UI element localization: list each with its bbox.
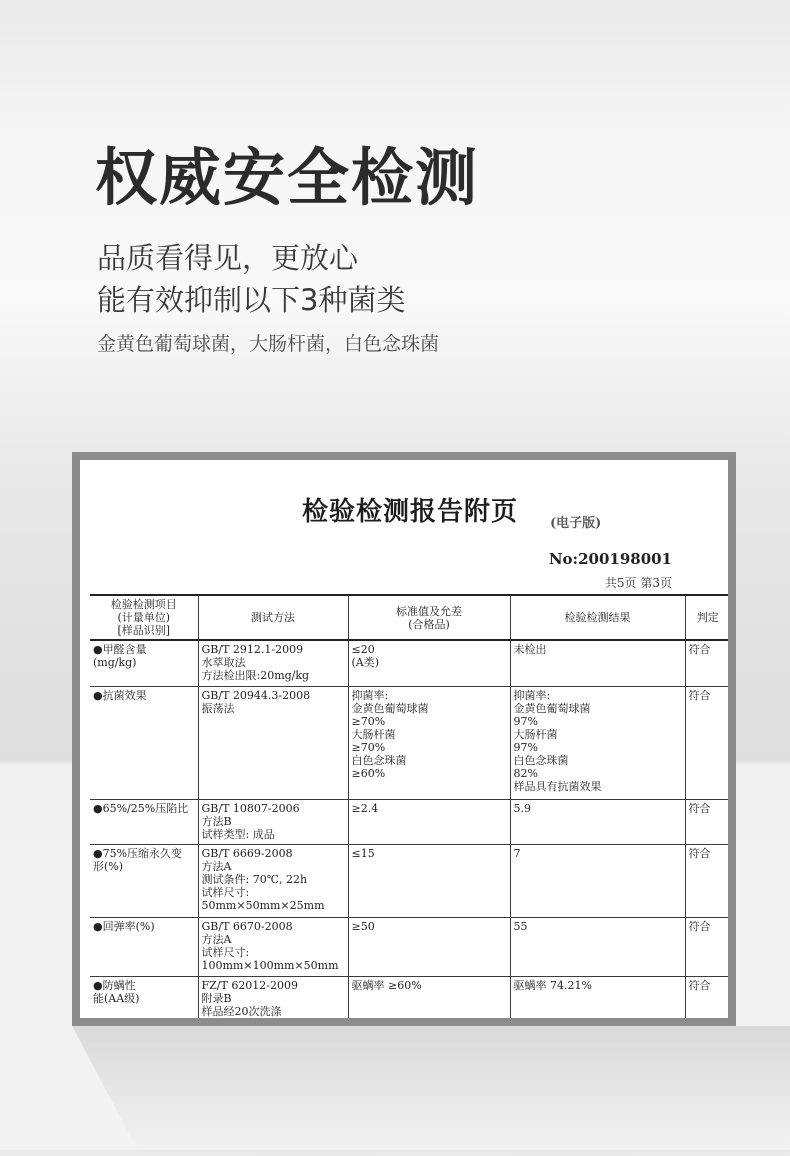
cell-item: ●抗菌效果 <box>90 686 198 799</box>
cell-standard: ≥50 <box>348 917 510 976</box>
document-shadow <box>72 1026 790 1156</box>
cell-standard: ≤15 <box>348 844 510 917</box>
cell-item: ●甲醛含量 (mg/kg) <box>90 640 198 686</box>
cell-verdict: 符合 <box>685 976 728 1018</box>
subheading-quality: 品质看得见，更放心 <box>97 241 359 275</box>
table-row <box>90 640 728 686</box>
report-table <box>90 594 728 1018</box>
cell-result: 55 <box>510 917 685 976</box>
cell-item: ●65%/25%压陷比 <box>90 799 198 844</box>
report-edition: (电子版) <box>550 516 602 531</box>
table-row <box>90 917 728 976</box>
cell-method: GB/T 6669-2008 方法A 测试条件: 70℃, 22h 试样尺寸: 50mm×50mm×25mm <box>198 844 348 917</box>
table-row <box>90 686 728 799</box>
report-title: 检验检测报告附页 <box>302 497 519 527</box>
cell-verdict: 符合 <box>685 844 728 917</box>
cell-result: 抑菌率: 金黄色葡萄球菌 97% 大肠杆菌 97% 白色念珠菌 82% 样品具有抗菌效果 <box>510 686 685 799</box>
cell-method: GB/T 20944.3-2008 振荡法 <box>198 686 348 799</box>
table-header-row <box>90 595 728 640</box>
header-verdict: 判定 <box>685 595 728 640</box>
report-number: No:200198001 <box>548 550 672 568</box>
cell-method: GB/T 10807-2006 方法B 试样类型: 成品 <box>198 799 348 844</box>
table-row <box>90 799 728 844</box>
cell-result: 7 <box>510 844 685 917</box>
cell-standard: 驱螨率 ≥60% <box>348 976 510 1018</box>
cell-method: GB/T 6670-2008 方法A 试样尺寸: 100mm×100mm×50mm <box>198 917 348 976</box>
cell-verdict: 符合 <box>685 799 728 844</box>
header-result: 检验检测结果 <box>510 595 685 640</box>
report-page-count: 共5页 第3页 <box>604 576 672 590</box>
cell-verdict: 符合 <box>685 917 728 976</box>
cell-result: 5.9 <box>510 799 685 844</box>
cell-item: ●75%压缩永久变 形(%) <box>90 844 198 917</box>
cell-method: FZ/T 62012-2009 附录B 样品经20次洗涤 <box>198 976 348 1018</box>
table-row <box>90 976 728 1018</box>
table-row <box>90 844 728 917</box>
cell-standard: 抑菌率: 金黄色葡萄球菌 ≥70% 大肠杆菌 ≥70% 白色念珠菌 ≥60% <box>348 686 510 799</box>
cell-result: 未检出 <box>510 640 685 686</box>
report-document <box>80 460 728 1018</box>
cell-item: ●回弹率(%) <box>90 917 198 976</box>
cell-verdict: 符合 <box>685 686 728 799</box>
header-method: 测试方法 <box>198 595 348 640</box>
cell-result: 驱螨率 74.21% <box>510 976 685 1018</box>
cell-item: ●防螨性 能(AA级) <box>90 976 198 1018</box>
cell-method: GB/T 2912.1-2009 水萃取法 方法检出限:20mg/kg <box>198 640 348 686</box>
header-standard: 标准值及允差 (合格品) <box>348 595 510 640</box>
headline: 权威安全检测 <box>95 141 480 214</box>
cell-standard: ≤20 (A类) <box>348 640 510 686</box>
cell-standard: ≥2.4 <box>348 799 510 844</box>
subheading-effect: 能有效抑制以下3种菌类 <box>97 283 406 317</box>
bacteria-list: 金黄色葡萄球菌，大肠杆菌，白色念珠菌 <box>97 333 440 355</box>
header-item: 检验检测项目 (计量单位) [样品识别] <box>90 595 198 640</box>
report-document-frame <box>72 452 736 1026</box>
cell-verdict: 符合 <box>685 640 728 686</box>
